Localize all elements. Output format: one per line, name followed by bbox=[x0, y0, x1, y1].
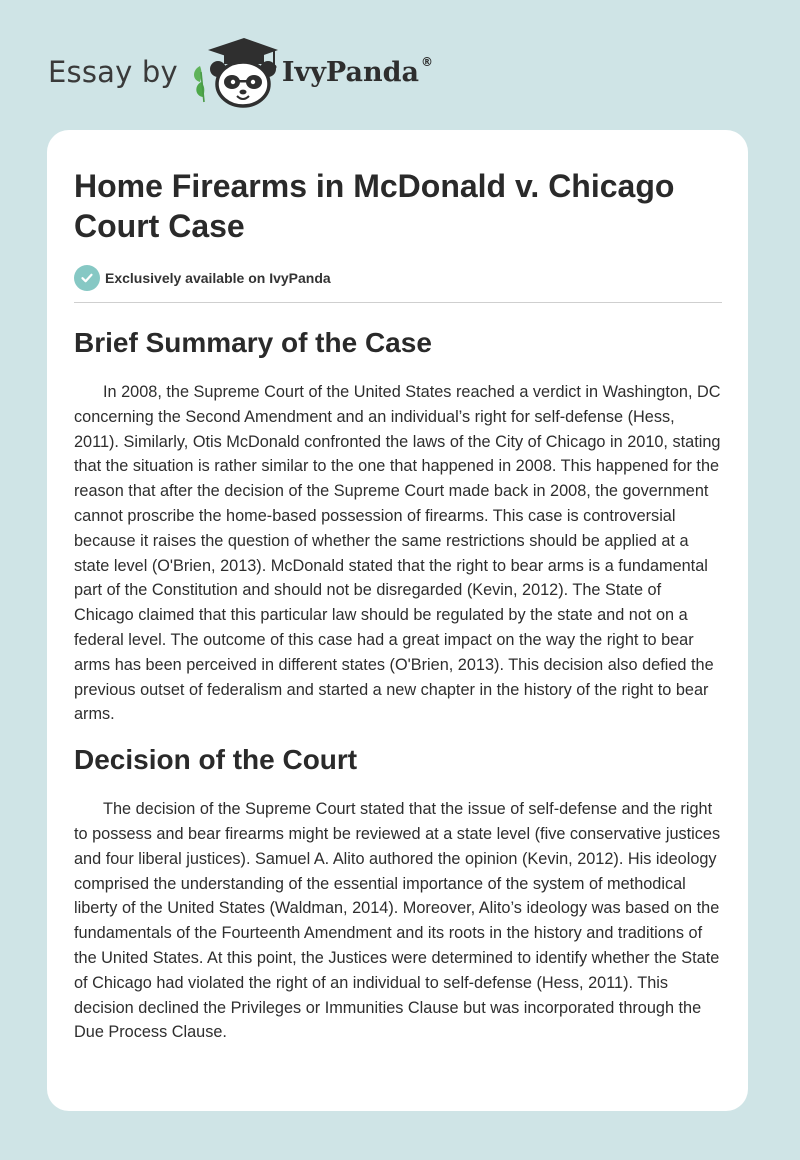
exclusive-badge-label: Exclusively available on IvyPanda bbox=[105, 270, 331, 286]
site-header bbox=[48, 36, 433, 108]
article-card bbox=[47, 130, 748, 1111]
section-heading-summary: Brief Summary of the Case bbox=[74, 327, 432, 358]
brand-name: IvyPanda ® bbox=[281, 54, 433, 88]
trademark-mark: ® bbox=[420, 54, 433, 69]
exclusive-badge bbox=[74, 264, 722, 292]
ivypanda-logo-icon[interactable] bbox=[188, 36, 280, 108]
section-heading-decision: Decision of the Court bbox=[74, 744, 358, 776]
article-title: Home Firearms in McDonald v. Chicago Court Case bbox=[74, 168, 675, 244]
section-body-decision: The decision of the Supreme Court stated that the issue of self-defense and the right to possess and bear firearms might be reviewed at a state level (five conservative justices and four liberal justices). Samuel A. Alito authored the opinion (Kevin, 2012). His ideology comprised the understanding of the essential importance of the system of methodical liberty of the United States (Waldman, 2014). Moreover, Alito’s ideology was based on the fundamentals of the Fourteenth Amendment and its roots in the history and traditions of the United States. At this point, the Justices were determined to identify whether the State of Chicago had violated the right of an individual to self-defense (Hess, 2011). This decision declined the Privileges or Immunities Clause but was incorporated through the Due Process Clause. bbox=[74, 800, 721, 1042]
title-divider bbox=[74, 302, 722, 303]
section-body-summary: In 2008, the Supreme Court of the United States reached a verdict in Washington, DC concerning the Second Amendment and an individual’s right for self-defense (Hess, 2011). Similarly, Otis McDonald confronted the laws of the City of Chicago in 2010, stating that the situation is rather similar to the one that happened in 2008. This happened for the reason that after the decision of the Supreme Court made back in 2008, the government cannot proscribe the home-based possession of firearms. This case is controversial because it raises the question of whether the same restrictions should be applied at a state level (O'Brien, 2013). McDonald stated that the right to bear arms is a fundamental part of the Constitution and should not be disregarded (Kevin, 2012). The State of Chicago claimed that this particular law should be regulated by the state and not on a federal level. The outcome of this case had a great impact on the way the right to bear arms has been perceived in different states (O'Brien, 2013). This decision also defied the previous outset of federalism and started a new chapter in the history of the right to bear arms. bbox=[74, 383, 721, 724]
essay-by-label: Essay by bbox=[48, 55, 178, 89]
checkmark-icon bbox=[74, 265, 100, 291]
